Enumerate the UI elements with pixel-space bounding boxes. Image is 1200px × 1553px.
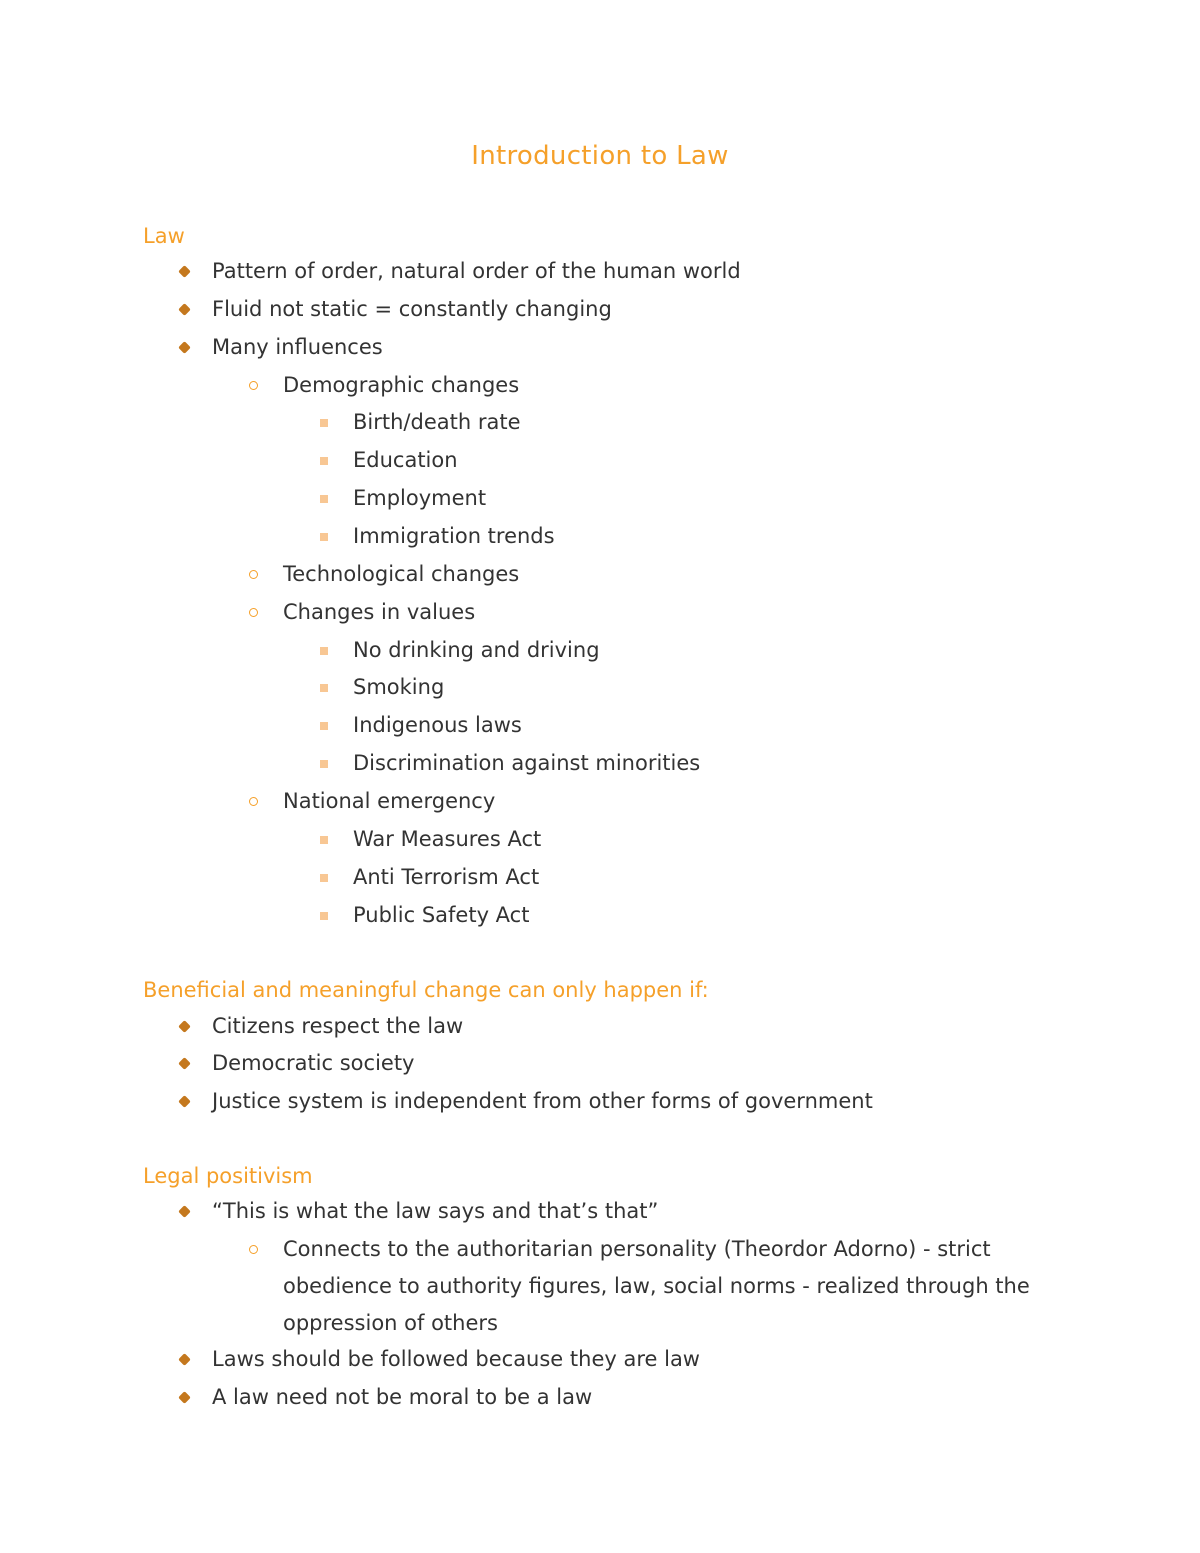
list-item: [353, 821, 541, 858]
list-item: [353, 669, 444, 706]
page-title: Introduction to Law: [471, 141, 729, 171]
list-item-text: Laws should be followed because they are law: [212, 1347, 700, 1371]
list-item: [212, 329, 383, 366]
list-item-text: War Measures Act: [353, 827, 542, 851]
list-item: [212, 1083, 873, 1120]
list-item-text: Indigenous laws: [353, 713, 522, 737]
list-item-text: “This is what the law says and that’s that”: [212, 1199, 659, 1223]
list-item-text: Discrimination against minorities: [353, 751, 701, 775]
square-bullet-icon: [320, 760, 328, 768]
list-item-text: Public Safety Act: [353, 903, 530, 927]
list-item-text: Smoking: [353, 675, 445, 699]
list-item: [283, 1231, 1063, 1342]
diamond-bullet-icon: [178, 1353, 191, 1366]
circle-bullet-icon: [249, 1245, 258, 1254]
diamond-bullet-icon: [178, 303, 191, 316]
diamond-bullet-icon: [178, 1020, 191, 1033]
list-item: [353, 404, 521, 441]
list-item: [353, 745, 700, 782]
list-item-text: Democratic society: [212, 1051, 415, 1075]
circle-bullet-icon: [249, 570, 258, 579]
list-item: [353, 632, 600, 669]
diamond-bullet-icon: [178, 1391, 191, 1404]
list-item: [212, 253, 741, 290]
list-item: [353, 480, 486, 517]
section-heading-beneficial-change: Beneficial and meaningful change can only happen if:: [143, 978, 709, 1002]
square-bullet-icon: [320, 647, 328, 655]
list-item: [212, 291, 612, 328]
diamond-bullet-icon: [178, 1095, 191, 1108]
diamond-bullet-icon: [178, 1057, 191, 1070]
diamond-bullet-icon: [178, 265, 191, 278]
circle-bullet-icon: [249, 797, 258, 806]
list-item: [353, 442, 458, 479]
circle-bullet-icon: [249, 608, 258, 617]
list-item-text: Technological changes: [283, 562, 520, 586]
square-bullet-icon: [320, 874, 328, 882]
list-item-text: Changes in values: [283, 600, 476, 624]
list-item: [212, 1379, 592, 1416]
list-item: [353, 707, 522, 744]
list-item-text: Citizens respect the law: [212, 1014, 464, 1038]
list-item: [212, 1008, 463, 1045]
square-bullet-icon: [320, 684, 328, 692]
list-item: [353, 518, 555, 555]
list-item-text: Pattern of order, natural order of the human world: [212, 259, 741, 283]
list-item: [283, 556, 519, 593]
list-item: [212, 1193, 658, 1230]
square-bullet-icon: [320, 912, 328, 920]
list-item: [283, 367, 519, 404]
list-item-text: Fluid not static = constantly changing: [212, 297, 612, 321]
list-item-text: No drinking and driving: [353, 638, 600, 662]
list-item-text: Justice system is independent from other forms of government: [212, 1089, 873, 1113]
list-item: [212, 1341, 700, 1378]
list-item-text: National emergency: [283, 789, 496, 813]
list-item-text: A law need not be moral to be a law: [212, 1385, 593, 1409]
list-item-text: Connects to the authoritarian personality (Theordor Adorno) - strict obedience to authority figures, law, social norms - realized through the oppression of others: [283, 1237, 1030, 1335]
list-item-text: Many influences: [212, 335, 383, 359]
list-item-text: Immigration trends: [353, 524, 555, 548]
list-item-text: Demographic changes: [283, 373, 520, 397]
circle-bullet-icon: [249, 381, 258, 390]
square-bullet-icon: [320, 457, 328, 465]
square-bullet-icon: [320, 836, 328, 844]
list-item-text: Anti Terrorism Act: [353, 865, 540, 889]
list-item: [283, 594, 475, 631]
list-item-text: Education: [353, 448, 458, 472]
diamond-bullet-icon: [178, 341, 191, 354]
square-bullet-icon: [320, 419, 328, 427]
section-heading-legal-positivism: Legal positivism: [143, 1164, 313, 1188]
list-item: [212, 1045, 414, 1082]
list-item: [353, 859, 539, 896]
list-item-text: Employment: [353, 486, 487, 510]
square-bullet-icon: [320, 495, 328, 503]
diamond-bullet-icon: [178, 1205, 191, 1218]
list-item: [353, 897, 529, 934]
square-bullet-icon: [320, 722, 328, 730]
square-bullet-icon: [320, 533, 328, 541]
list-item: [283, 783, 495, 820]
list-item-text: Birth/death rate: [353, 410, 521, 434]
section-heading-law: Law: [143, 224, 185, 248]
